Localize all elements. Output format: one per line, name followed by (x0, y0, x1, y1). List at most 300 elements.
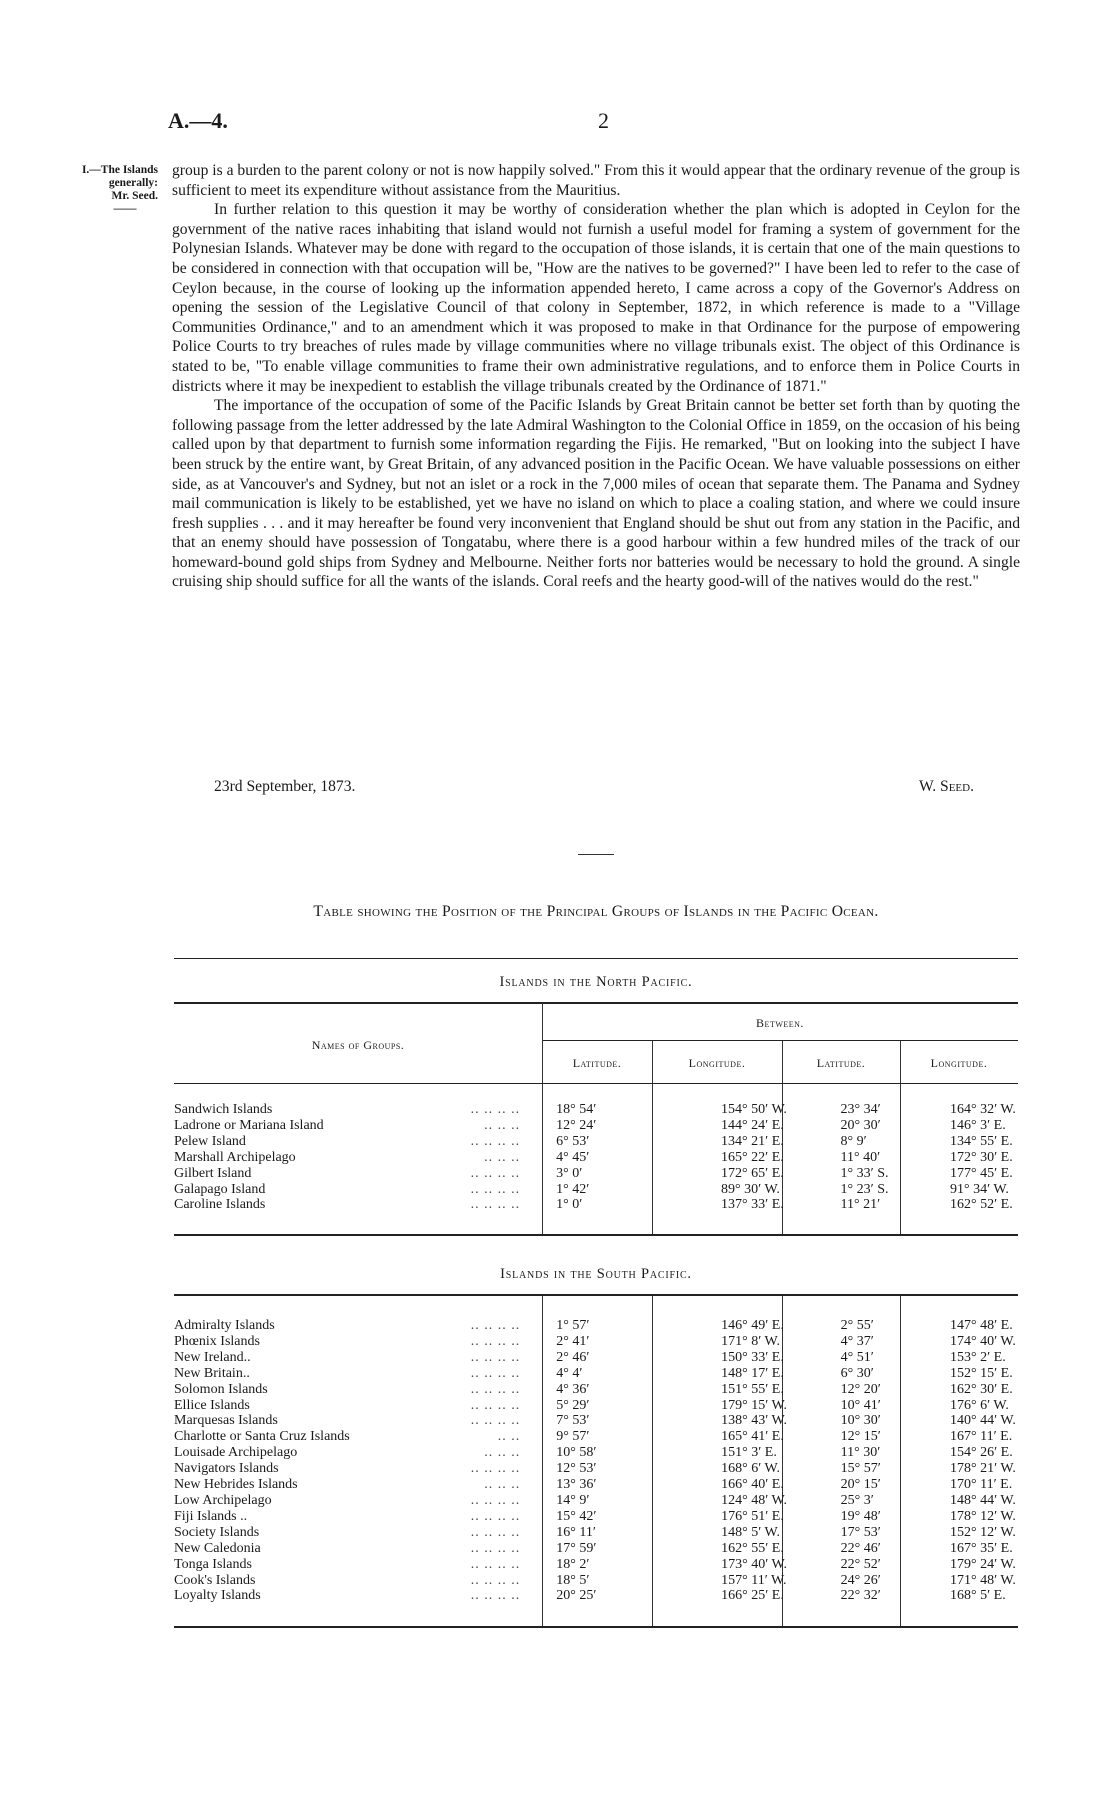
island-group-name: Loyalty Islands (174, 1588, 261, 1604)
coordinate-cell (721, 1118, 841, 1134)
south-pacific-title: Islands in the South Pacific. (500, 1266, 692, 1282)
coordinate-cell (532, 1413, 721, 1429)
name-cell (174, 1413, 532, 1429)
latitude-from: 2° 46′ (556, 1349, 590, 1365)
coordinate-cell (841, 1197, 950, 1213)
table-row (174, 1573, 1018, 1589)
island-group-name: Tonga Islands (174, 1556, 252, 1572)
table-row (174, 1398, 1018, 1414)
coordinate-cell (950, 1588, 1018, 1604)
longitude-from: 89° 30′ W. (721, 1181, 780, 1197)
name-cell (174, 1334, 532, 1350)
longitude-to: 178° 12′ W. (950, 1508, 1016, 1524)
coordinate-cell (841, 1413, 950, 1429)
longitude-to: 147° 48′ E. (950, 1318, 1013, 1333)
coordinate-cell (841, 1398, 950, 1414)
latitude-to: 24° 26′ (840, 1572, 881, 1588)
leader-dots: .. .. .. .. (470, 1381, 521, 1397)
latitude-to: 11° 30′ (840, 1445, 881, 1461)
coordinate-cell (532, 1318, 721, 1334)
coordinate-cell (721, 1509, 841, 1525)
page-header (168, 108, 1020, 134)
island-group-name: New Caledonia (174, 1540, 261, 1556)
longitude-from: 154° 50′ W. (721, 1102, 787, 1117)
south-pacific-table (174, 1318, 1018, 1604)
coordinate-cell (950, 1102, 1018, 1118)
latitude-to: 25° 3′ (840, 1492, 874, 1508)
leader-dots: .. .. .. .. (470, 1461, 521, 1477)
coordinate-cell (532, 1588, 721, 1604)
coordinate-cell (721, 1398, 841, 1414)
coordinate-cell (841, 1429, 950, 1445)
leader-dots: .. .. .. .. (470, 1556, 521, 1572)
table-row (174, 1318, 1018, 1334)
margin-note-dash: —— (113, 203, 137, 215)
longitude-to: 91° 34′ W. (950, 1181, 1009, 1197)
latitude-from: 18° 54′ (556, 1102, 597, 1117)
latitude-to: 12° 15′ (840, 1429, 881, 1445)
table-row (174, 1445, 1018, 1461)
name-cell (174, 1150, 532, 1166)
longitude-from: 157° 11′ W. (721, 1572, 787, 1588)
coordinate-cell (721, 1525, 841, 1541)
name-cell (174, 1182, 532, 1198)
longitude-to: 177° 45′ E. (950, 1165, 1013, 1181)
name-cell (174, 1318, 532, 1334)
table-row (174, 1525, 1018, 1541)
coordinate-cell (841, 1445, 950, 1461)
longitude-from: 137° 33′ E. (721, 1197, 784, 1213)
table-row (174, 1382, 1018, 1398)
latitude-to: 11° 40′ (840, 1149, 881, 1165)
latitude-to: 17° 53′ (840, 1524, 881, 1540)
coordinate-cell (950, 1413, 1018, 1429)
latitude-from: 16° 11′ (556, 1524, 596, 1540)
table-row (174, 1166, 1018, 1182)
island-group-name: Marquesas Islands (174, 1413, 278, 1429)
longitude-to: 148° 44′ W. (950, 1492, 1016, 1508)
coordinate-cell (532, 1445, 721, 1461)
coordinate-cell (532, 1429, 721, 1445)
coordinate-cell (721, 1150, 841, 1166)
latitude-from: 12° 24′ (556, 1117, 597, 1133)
coordinate-cell (950, 1477, 1018, 1493)
coordinate-cell (721, 1318, 841, 1334)
coordinate-cell (841, 1477, 950, 1493)
section-divider (578, 854, 614, 855)
latitude-from: 9° 57′ (556, 1429, 590, 1445)
island-group-name: Fiji Islands .. (174, 1508, 248, 1524)
name-cell (174, 1398, 532, 1414)
latitude-to: 1° 33′ S. (840, 1165, 889, 1181)
leader-dots: .. .. .. .. (470, 1102, 521, 1117)
between-header: Between. (756, 1016, 804, 1030)
coordinate-cell (532, 1557, 721, 1573)
margin-note-line: Mr. Seed. (111, 190, 158, 202)
signoff (214, 778, 1020, 796)
leader-dots: .. .. .. .. (470, 1397, 521, 1413)
latitude-from: 17° 59′ (556, 1540, 597, 1556)
coordinate-cell (841, 1366, 950, 1382)
document-reference: A.—4. (168, 108, 228, 133)
latitude-from: 1° 57′ (556, 1318, 590, 1333)
coordinate-cell (950, 1318, 1018, 1334)
coordinate-cell (950, 1334, 1018, 1350)
name-cell (174, 1493, 532, 1509)
latitude-to: 19° 48′ (840, 1508, 881, 1524)
coordinate-cell (841, 1134, 950, 1150)
coordinate-cell (721, 1541, 841, 1557)
north-pacific-title: Islands in the North Pacific. (499, 974, 693, 990)
longitude-header: Longitude. (930, 1056, 988, 1070)
coordinate-cell (721, 1102, 841, 1118)
table-row (174, 1334, 1018, 1350)
names-of-groups-header: Names of Groups. (311, 1038, 405, 1052)
table-title: Table showing the Position of the Principal Groups of Islands in the Pacific Ocean. (313, 903, 879, 920)
table-row (174, 1102, 1018, 1118)
latitude-to: 11° 21′ (840, 1197, 881, 1213)
coordinate-cell (950, 1429, 1018, 1445)
latitude-to: 6° 30′ (840, 1365, 874, 1381)
leader-dots: .. .. .. .. (470, 1413, 521, 1429)
longitude-to: 170° 11′ E. (950, 1477, 1013, 1493)
latitude-to: 10° 41′ (840, 1397, 881, 1413)
longitude-to: 162° 30′ E. (950, 1381, 1013, 1397)
coordinate-cell (721, 1134, 841, 1150)
leader-dots: .. .. .. .. (470, 1333, 521, 1349)
longitude-from: 165° 22′ E. (721, 1149, 784, 1165)
longitude-to: 152° 15′ E. (950, 1365, 1013, 1381)
name-cell (174, 1573, 532, 1589)
coordinate-cell (950, 1493, 1018, 1509)
leader-dots: .. .. .. .. (470, 1133, 521, 1149)
coordinate-cell (721, 1557, 841, 1573)
coordinate-cell (950, 1398, 1018, 1414)
leader-dots: .. .. .. .. (470, 1365, 521, 1381)
latitude-to: 1° 23′ S. (840, 1181, 889, 1197)
coordinate-cell (721, 1445, 841, 1461)
coordinate-cell (841, 1493, 950, 1509)
latitude-from: 18° 2′ (556, 1556, 590, 1572)
leader-dots: .. .. (497, 1429, 521, 1445)
name-cell (174, 1366, 532, 1382)
between-rule (543, 1040, 1018, 1041)
coordinate-cell (950, 1557, 1018, 1573)
coordinate-cell (841, 1557, 950, 1573)
island-group-name: Society Islands (174, 1524, 260, 1540)
longitude-from: 165° 41′ E. (721, 1429, 784, 1445)
coordinate-cell (841, 1382, 950, 1398)
longitude-to: 153° 2′ E. (950, 1349, 1006, 1365)
table-row (174, 1588, 1018, 1604)
latitude-to: 22° 46′ (840, 1540, 881, 1556)
paragraph: In further relation to this question it may be worthy of consideration whether the plan which is adopted in Ceylon for the government of the native races inhabiting that island would not furnish a useful model for framing a system of government for the Polynesian Islands. Whatever may be done with regard to the occupation of those islands, it is certain that one of the main questions to be considered in connection with that occupation will be, "How are the natives to be governed?" I have been led to refer to the case of Ceylon because, in the course of looking up the information appended hereto, I came across a copy of the Governor's Address on opening the session of the Legislative Council of that colony in September, 1872, in which reference is made to a "Village Communities Ordinance," and to an amendment which it was proposed to make in that Ordinance for the purpose of empowering Police Courts to try breaches of rules made by village communities where no village tribunals exist. The object of this Ordinance is stated to be, "To enable village communities to frame their own administrative regulations, and to enforce them in Police Courts in districts where it may be inexpedient to establish the village tribunals created by the Ordinance of 1871." (172, 201, 1020, 395)
latitude-to: 15° 57′ (840, 1461, 881, 1477)
coordinate-cell (950, 1461, 1018, 1477)
coordinate-cell (841, 1102, 950, 1118)
coordinate-cell (950, 1182, 1018, 1198)
coordinate-cell (721, 1366, 841, 1382)
margin-note-line: generally: (108, 177, 158, 189)
latitude-from: 7° 53′ (556, 1413, 590, 1429)
coordinate-cell (721, 1182, 841, 1198)
latitude-to: 8° 9′ (840, 1133, 867, 1149)
leader-dots: .. .. .. .. (470, 1318, 521, 1333)
latitude-to: 22° 52′ (840, 1556, 881, 1572)
margin-note (52, 164, 158, 216)
longitude-to: 164° 32′ W. (950, 1102, 1016, 1117)
leader-dots: .. .. .. (484, 1117, 521, 1133)
table-row (174, 1413, 1018, 1429)
coordinate-cell (841, 1573, 950, 1589)
name-cell (174, 1461, 532, 1477)
latitude-from: 3° 0′ (556, 1165, 583, 1181)
latitude-from: 6° 53′ (556, 1133, 590, 1149)
coordinate-cell (950, 1366, 1018, 1382)
latitude-from: 4° 36′ (556, 1381, 590, 1397)
longitude-header: Longitude. (688, 1056, 746, 1070)
island-group-name: Sandwich Islands (174, 1102, 273, 1117)
coordinate-cell (721, 1334, 841, 1350)
header-top-rule (174, 1002, 1018, 1004)
longitude-to: 134° 55′ E. (950, 1133, 1013, 1149)
island-group-name: New Hebrides Islands (174, 1477, 298, 1493)
coordinate-cell (532, 1102, 721, 1118)
coordinate-cell (950, 1350, 1018, 1366)
longitude-to: 154° 26′ E. (950, 1445, 1013, 1461)
coordinate-cell (532, 1493, 721, 1509)
coordinate-cell (950, 1509, 1018, 1525)
coordinate-cell (532, 1573, 721, 1589)
latitude-from: 12° 53′ (556, 1461, 597, 1477)
coordinate-cell (841, 1334, 950, 1350)
coordinate-cell (841, 1588, 950, 1604)
latitude-from: 4° 45′ (556, 1149, 590, 1165)
coordinate-cell (841, 1166, 950, 1182)
coordinate-cell (950, 1573, 1018, 1589)
latitude-from: 2° 41′ (556, 1333, 590, 1349)
longitude-to: 162° 52′ E. (950, 1197, 1013, 1213)
name-cell (174, 1509, 532, 1525)
longitude-from: 151° 3′ E. (721, 1445, 777, 1461)
name-cell (174, 1102, 532, 1118)
coordinate-cell (841, 1541, 950, 1557)
signoff-date: 23rd September, 1873. (214, 778, 356, 795)
coordinate-cell (950, 1382, 1018, 1398)
coordinate-cell (721, 1588, 841, 1604)
latitude-to: 4° 37′ (840, 1333, 874, 1349)
coordinate-cell (841, 1118, 950, 1134)
longitude-to: 178° 21′ W. (950, 1461, 1016, 1477)
latitude-from: 14° 9′ (556, 1492, 590, 1508)
island-group-name: Solomon Islands (174, 1381, 268, 1397)
name-cell (174, 1197, 532, 1213)
name-cell (174, 1445, 532, 1461)
longitude-to: 152° 12′ W. (950, 1524, 1016, 1540)
coordinate-cell (532, 1366, 721, 1382)
island-group-name: New Ireland.. (174, 1349, 251, 1365)
longitude-from: 173° 40′ W. (721, 1556, 787, 1572)
coordinate-cell (841, 1318, 950, 1334)
longitude-to: 176° 6′ W. (950, 1397, 1009, 1413)
island-group-name: Caroline Islands (174, 1197, 266, 1213)
latitude-from: 15° 42′ (556, 1508, 597, 1524)
coordinate-cell (721, 1350, 841, 1366)
longitude-to: 171° 48′ W. (950, 1572, 1016, 1588)
latitude-from: 13° 36′ (556, 1477, 597, 1493)
coordinate-cell (721, 1573, 841, 1589)
coordinate-cell (532, 1398, 721, 1414)
coordinate-cell (532, 1150, 721, 1166)
leader-dots: .. .. .. .. (470, 1165, 521, 1181)
coordinate-cell (532, 1382, 721, 1398)
island-group-name: Navigators Islands (174, 1461, 279, 1477)
longitude-from: 172° 65′ E. (721, 1165, 784, 1181)
coordinate-cell (532, 1461, 721, 1477)
longitude-from: 138° 43′ W. (721, 1413, 787, 1429)
coordinate-cell (721, 1197, 841, 1213)
south-top-rule (174, 1294, 1018, 1296)
coordinate-cell (721, 1166, 841, 1182)
coordinate-cell (841, 1509, 950, 1525)
name-cell (174, 1166, 532, 1182)
coordinate-cell (721, 1461, 841, 1477)
letter-body (172, 161, 1020, 592)
name-cell (174, 1525, 532, 1541)
latitude-to: 23° 34′ (840, 1102, 881, 1117)
name-cell (174, 1382, 532, 1398)
leader-dots: .. .. .. .. (470, 1508, 521, 1524)
table-row (174, 1493, 1018, 1509)
longitude-to: 172° 30′ E. (950, 1149, 1013, 1165)
latitude-to: 2° 55′ (840, 1318, 874, 1333)
island-group-name: New Britain.. (174, 1365, 250, 1381)
longitude-from: 150° 33′ E. (721, 1349, 784, 1365)
coordinate-cell (532, 1525, 721, 1541)
coordinate-cell (532, 1182, 721, 1198)
leader-dots: .. .. .. (484, 1445, 521, 1461)
coordinate-cell (532, 1509, 721, 1525)
longitude-from: 176° 51′ E. (721, 1508, 784, 1524)
south-bottom-rule (174, 1626, 1018, 1628)
latitude-to: 10° 30′ (840, 1413, 881, 1429)
coordinate-cell (841, 1150, 950, 1166)
table-row (174, 1118, 1018, 1134)
longitude-from: 148° 5′ W. (721, 1524, 780, 1540)
table-row (174, 1150, 1018, 1166)
coordinate-cell (532, 1541, 721, 1557)
name-cell (174, 1541, 532, 1557)
table-row (174, 1366, 1018, 1382)
longitude-to: 168° 5′ E. (950, 1588, 1006, 1604)
longitude-to: 174° 40′ W. (950, 1333, 1016, 1349)
coordinate-cell (721, 1429, 841, 1445)
leader-dots: .. .. .. (484, 1477, 521, 1493)
coordinate-cell (950, 1134, 1018, 1150)
longitude-from: 146° 49′ E. (721, 1318, 784, 1333)
island-group-name: Louisade Archipelago (174, 1445, 298, 1461)
coordinate-cell (721, 1413, 841, 1429)
coordinate-cell (532, 1197, 721, 1213)
longitude-to: 167° 11′ E. (950, 1429, 1013, 1445)
coordinate-cell (532, 1118, 721, 1134)
leader-dots: .. .. .. .. (470, 1349, 521, 1365)
island-group-name: Pelew Island (174, 1133, 246, 1149)
coordinate-cell (532, 1134, 721, 1150)
latitude-from: 5° 29′ (556, 1397, 590, 1413)
latitude-from: 10° 58′ (556, 1445, 597, 1461)
table-row (174, 1541, 1018, 1557)
island-group-name: Low Archipelago (174, 1492, 272, 1508)
longitude-from: 124° 48′ W. (721, 1492, 787, 1508)
table-top-rule (174, 958, 1018, 959)
page-number: 2 (598, 108, 609, 133)
coordinate-cell (532, 1350, 721, 1366)
coordinate-cell (841, 1525, 950, 1541)
coordinate-cell (950, 1150, 1018, 1166)
latitude-to: 20° 15′ (840, 1477, 881, 1493)
coordinate-cell (532, 1166, 721, 1182)
leader-dots: .. .. .. (484, 1149, 521, 1165)
latitude-to: 20° 30′ (840, 1117, 881, 1133)
table-row (174, 1557, 1018, 1573)
longitude-from: 166° 40′ E. (721, 1477, 784, 1493)
signature: W. Seed. (918, 778, 974, 795)
longitude-from: 151° 55′ E. (721, 1381, 784, 1397)
coordinate-cell (841, 1461, 950, 1477)
coordinate-cell (532, 1477, 721, 1493)
coordinate-cell (841, 1182, 950, 1198)
longitude-from: 144° 24′ E. (721, 1117, 784, 1133)
longitude-from: 134° 21′ E. (721, 1133, 784, 1149)
longitude-to: 179° 24′ W. (950, 1556, 1016, 1572)
coordinate-cell (721, 1493, 841, 1509)
latitude-from: 18° 5′ (556, 1572, 590, 1588)
latitude-to: 4° 51′ (840, 1349, 874, 1365)
coordinate-cell (950, 1525, 1018, 1541)
longitude-from: 148° 17′ E. (721, 1365, 784, 1381)
name-cell (174, 1477, 532, 1493)
table-row (174, 1509, 1018, 1525)
name-cell (174, 1118, 532, 1134)
coordinate-cell (841, 1350, 950, 1366)
table-row (174, 1350, 1018, 1366)
coordinate-cell (950, 1118, 1018, 1134)
table-row (174, 1477, 1018, 1493)
latitude-header: Latitude. (572, 1056, 622, 1070)
leader-dots: .. .. .. .. (470, 1540, 521, 1556)
latitude-from: 1° 0′ (556, 1197, 583, 1213)
island-group-name: Ellice Islands (174, 1397, 250, 1413)
island-group-name: Marshall Archipelago (174, 1149, 296, 1165)
island-group-name: Admiralty Islands (174, 1318, 275, 1333)
coordinate-cell (721, 1382, 841, 1398)
table-row (174, 1197, 1018, 1213)
coordinate-cell (950, 1166, 1018, 1182)
table-row (174, 1182, 1018, 1198)
longitude-to: 140° 44′ W. (950, 1413, 1016, 1429)
island-group-name: Ladrone or Mariana Island (174, 1117, 324, 1133)
island-group-name: Gilbert Island (174, 1165, 252, 1181)
leader-dots: .. .. .. .. (470, 1572, 521, 1588)
island-group-name: Phœnix Islands (174, 1333, 260, 1349)
table-row (174, 1461, 1018, 1477)
table-row (174, 1429, 1018, 1445)
longitude-from: 166° 25′ E. (721, 1588, 784, 1604)
north-bottom-rule (174, 1234, 1018, 1236)
paragraph: group is a burden to the parent colony or not is now happily solved." From this it would appear that the ordinary revenue of the group is sufficient to meet its expenditure without assistance from the Mauritius. (172, 162, 1020, 199)
coordinate-cell (721, 1477, 841, 1493)
